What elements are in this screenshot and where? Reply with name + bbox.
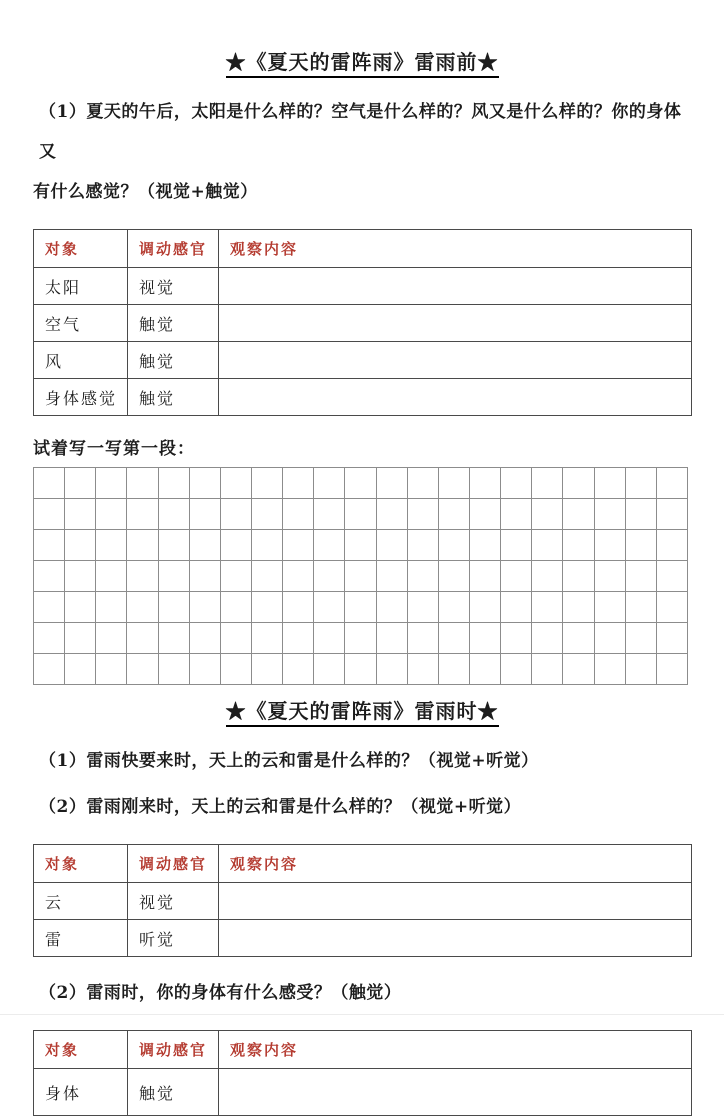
writing-grid-cell: [283, 623, 314, 654]
writing-grid-cell: [127, 530, 158, 561]
writing-grid-cell: [252, 654, 283, 685]
writing-grid-cell: [345, 468, 376, 499]
writing-grid-cell: [252, 468, 283, 499]
writing-grid-cell: [470, 654, 501, 685]
writing-grid-cell: [377, 499, 408, 530]
writing-grid-cell: [532, 654, 563, 685]
body-feeling-question: （2）雷雨时，你的身体有什么感受？（触觉）: [39, 983, 402, 1003]
writing-grid-cell: [96, 561, 127, 592]
writing-grid-cell: [283, 654, 314, 685]
writing-grid-cell: [501, 530, 532, 561]
writing-grid-cell: [563, 592, 594, 623]
writing-grid-cell: [626, 592, 657, 623]
writing-grid-cell: [96, 654, 127, 685]
writing-grid-cell: [439, 592, 470, 623]
writing-grid-cell: [190, 499, 221, 530]
writing-grid-cell: [501, 468, 532, 499]
writing-grid-cell: [439, 623, 470, 654]
page-content: [33, 0, 691, 1116]
writing-grid-cell: [252, 623, 283, 654]
writing-grid-cell: [65, 468, 96, 499]
writing-grid-cell: [595, 592, 626, 623]
table-header-row: [34, 845, 692, 883]
writing-grid-cell: [127, 654, 158, 685]
sense-cell: 触觉: [128, 342, 219, 379]
writing-grid-cell: [470, 499, 501, 530]
sense-cell: 视觉: [128, 883, 219, 920]
writing-grid-cell: [408, 654, 439, 685]
writing-grid-cell: [221, 530, 252, 561]
sense-cell: 视觉: [128, 268, 219, 305]
writing-grid-cell: [595, 499, 626, 530]
writing-grid-cell: [439, 654, 470, 685]
column-header-observation: 观察内容: [219, 845, 692, 883]
writing-grid-cell: [314, 623, 345, 654]
observation-cell: [219, 342, 692, 379]
table-row: [34, 1069, 692, 1116]
writing-grid-cell: [501, 499, 532, 530]
writing-grid-cell: [657, 592, 688, 623]
writing-grid-cell: [439, 468, 470, 499]
writing-grid-cell: [470, 468, 501, 499]
writing-grid-cell: [127, 623, 158, 654]
writing-grid-cell: [65, 530, 96, 561]
writing-grid-cell: [345, 623, 376, 654]
writing-grid-cell: [34, 468, 65, 499]
writing-grid-cell: [626, 654, 657, 685]
column-header-sense: 调动感官: [128, 1031, 219, 1069]
writing-grid-cell: [563, 654, 594, 685]
writing-grid-cell: [563, 499, 594, 530]
writing-grid-cell: [657, 499, 688, 530]
writing-grid-cell: [314, 654, 345, 685]
sense-cell: 触觉: [128, 379, 219, 416]
writing-grid-cell: [34, 499, 65, 530]
observation-cell: [219, 379, 692, 416]
writing-grid-cell: [501, 654, 532, 685]
column-header-object: 对象: [34, 1031, 128, 1069]
writing-grid-cell: [283, 561, 314, 592]
table-row: [34, 268, 692, 305]
writing-grid-cell: [470, 561, 501, 592]
observation-cell: [219, 268, 692, 305]
writing-grid-cell: [65, 561, 96, 592]
during-rain-question2: （2）雷雨刚来时，天上的云和雷是什么样的？（视觉+听觉）: [39, 797, 522, 817]
writing-grid-cell: [595, 654, 626, 685]
writing-grid-cell: [283, 468, 314, 499]
writing-grid-cell: [377, 530, 408, 561]
writing-grid-cell: [34, 530, 65, 561]
writing-grid-cell: [34, 561, 65, 592]
writing-grid-cell: [65, 592, 96, 623]
writing-grid-cell: [626, 468, 657, 499]
column-header-sense: 调动感官: [128, 230, 219, 268]
during-rain-question1: （1）雷雨快要来时，天上的云和雷是什么样的？（视觉+听觉）: [39, 751, 539, 771]
writing-grid-cell: [96, 468, 127, 499]
writing-grid-cell: [408, 499, 439, 530]
writing-grid-cell: [626, 561, 657, 592]
writing-grid-cell: [439, 561, 470, 592]
table-header-row: [34, 230, 692, 268]
writing-grid-cell: [159, 592, 190, 623]
writing-grid-cell: [532, 468, 563, 499]
writing-grid-cell: [314, 530, 345, 561]
section-title-during-rain-text: ★《夏天的雷阵雨》雷雨时★: [226, 695, 499, 727]
writing-grid-cell: [345, 592, 376, 623]
writing-grid-cell: [314, 468, 345, 499]
observation-cell: [219, 305, 692, 342]
object-cell: 风: [34, 342, 128, 379]
sense-cell: 触觉: [128, 305, 219, 342]
writing-grid-cell: [159, 654, 190, 685]
writing-grid-cell: [221, 654, 252, 685]
table-row: [34, 883, 692, 920]
writing-grid-cell: [96, 623, 127, 654]
observation-cell: [219, 1069, 692, 1116]
writing-grid-cell: [252, 530, 283, 561]
writing-grid-cell: [595, 468, 626, 499]
table-row: [34, 379, 692, 416]
write-prompt: 试着写一写第一段：: [33, 439, 195, 459]
writing-grid-cell: [532, 623, 563, 654]
writing-grid-cell: [252, 561, 283, 592]
writing-grid-cell: [439, 499, 470, 530]
writing-grid-cell: [65, 654, 96, 685]
writing-grid-cell: [563, 561, 594, 592]
writing-grid-cell: [595, 623, 626, 654]
writing-grid-cell: [65, 623, 96, 654]
table-row: [34, 342, 692, 379]
writing-grid-cell: [377, 468, 408, 499]
object-cell: 身体感觉: [34, 379, 128, 416]
writing-grid-cell: [314, 592, 345, 623]
writing-grid-cell: [532, 499, 563, 530]
writing-grid-cell: [96, 592, 127, 623]
writing-grid-cell: [283, 530, 314, 561]
section-title-pre-rain-text: ★《夏天的雷阵雨》雷雨前★: [226, 46, 499, 78]
writing-grid-cell: [657, 530, 688, 561]
column-header-observation: 观察内容: [219, 230, 692, 268]
writing-grid-cell: [345, 530, 376, 561]
writing-grid-cell: [252, 499, 283, 530]
writing-grid-cell: [657, 468, 688, 499]
object-cell: 太阳: [34, 268, 128, 305]
writing-grid-cell: [377, 623, 408, 654]
writing-grid-cell: [470, 592, 501, 623]
writing-grid-cell: [377, 592, 408, 623]
observation-cell: [219, 883, 692, 920]
writing-grid: [33, 467, 688, 685]
writing-grid-cell: [34, 654, 65, 685]
writing-grid-cell: [127, 561, 158, 592]
writing-grid-cell: [283, 592, 314, 623]
writing-grid-cell: [190, 592, 221, 623]
writing-grid-cell: [345, 561, 376, 592]
writing-grid-cell: [221, 468, 252, 499]
writing-grid-cell: [345, 499, 376, 530]
writing-grid-cell: [34, 592, 65, 623]
writing-grid-cell: [408, 468, 439, 499]
writing-grid-cell: [408, 623, 439, 654]
writing-grid-cell: [532, 561, 563, 592]
writing-grid-cell: [190, 530, 221, 561]
writing-grid-cell: [127, 499, 158, 530]
writing-grid-cell: [657, 623, 688, 654]
writing-grid-cell: [408, 561, 439, 592]
sense-cell: 听觉: [128, 920, 219, 957]
writing-grid-cell: [563, 468, 594, 499]
pre-rain-question-line2: 有什么感觉？（视觉+触觉）: [33, 182, 258, 202]
writing-grid-cell: [190, 561, 221, 592]
writing-grid-cell: [377, 561, 408, 592]
table-row: [34, 305, 692, 342]
writing-grid-cell: [532, 592, 563, 623]
writing-grid-cell: [190, 623, 221, 654]
writing-grid-cell: [501, 561, 532, 592]
writing-grid-cell: [34, 623, 65, 654]
writing-grid-cell: [657, 654, 688, 685]
column-header-observation: 观察内容: [219, 1031, 692, 1069]
section-title-pre-rain: [33, 0, 691, 78]
table-header-row: [34, 1031, 692, 1069]
writing-grid-cell: [532, 530, 563, 561]
writing-grid-cell: [127, 468, 158, 499]
writing-grid-cell: [159, 623, 190, 654]
section-title-during-rain: [33, 685, 691, 727]
page-bottom-divider: [0, 1014, 724, 1015]
writing-grid-cell: [190, 654, 221, 685]
writing-grid-cell: [159, 561, 190, 592]
writing-grid-cell: [626, 499, 657, 530]
writing-grid-cell: [626, 530, 657, 561]
writing-grid-cell: [252, 592, 283, 623]
writing-grid-cell: [377, 654, 408, 685]
writing-grid-cell: [470, 530, 501, 561]
object-cell: 空气: [34, 305, 128, 342]
writing-grid-cell: [221, 592, 252, 623]
writing-grid-cell: [127, 592, 158, 623]
writing-grid-cell: [96, 499, 127, 530]
object-cell: 雷: [34, 920, 128, 957]
writing-grid-cell: [65, 499, 96, 530]
writing-grid-cell: [221, 561, 252, 592]
writing-grid-cell: [439, 530, 470, 561]
column-header-object: 对象: [34, 845, 128, 883]
during-rain-observation-table: [33, 844, 692, 957]
writing-grid-cell: [283, 499, 314, 530]
writing-grid-cell: [563, 530, 594, 561]
observation-cell: [219, 920, 692, 957]
writing-grid-cell: [470, 623, 501, 654]
writing-grid-cell: [595, 530, 626, 561]
object-cell: 身体: [34, 1069, 128, 1116]
writing-grid-cell: [595, 561, 626, 592]
writing-grid-cell: [221, 499, 252, 530]
writing-grid-cell: [159, 468, 190, 499]
writing-grid-cell: [408, 530, 439, 561]
object-cell: 云: [34, 883, 128, 920]
column-header-object: 对象: [34, 230, 128, 268]
pre-rain-question: [33, 92, 691, 212]
writing-grid-cell: [626, 623, 657, 654]
writing-grid-cell: [159, 499, 190, 530]
writing-grid-cell: [657, 561, 688, 592]
writing-grid-cell: [190, 468, 221, 499]
pre-rain-question-line1: （1）夏天的午后，太阳是什么样的？空气是什么样的？风又是什么样的？你的身体又: [39, 102, 682, 162]
writing-grid-cell: [96, 530, 127, 561]
writing-grid-cell: [159, 530, 190, 561]
body-feeling-observation-table: [33, 1030, 692, 1116]
writing-grid-cell: [314, 561, 345, 592]
table-row: [34, 920, 692, 957]
writing-grid-cell: [501, 623, 532, 654]
writing-grid-cell: [563, 623, 594, 654]
writing-grid-cell: [501, 592, 532, 623]
column-header-sense: 调动感官: [128, 845, 219, 883]
pre-rain-observation-table: [33, 229, 692, 416]
sense-cell: 触觉: [128, 1069, 219, 1116]
writing-grid-cell: [221, 623, 252, 654]
writing-grid-cell: [345, 654, 376, 685]
writing-grid-cell: [408, 592, 439, 623]
writing-grid-cell: [314, 499, 345, 530]
